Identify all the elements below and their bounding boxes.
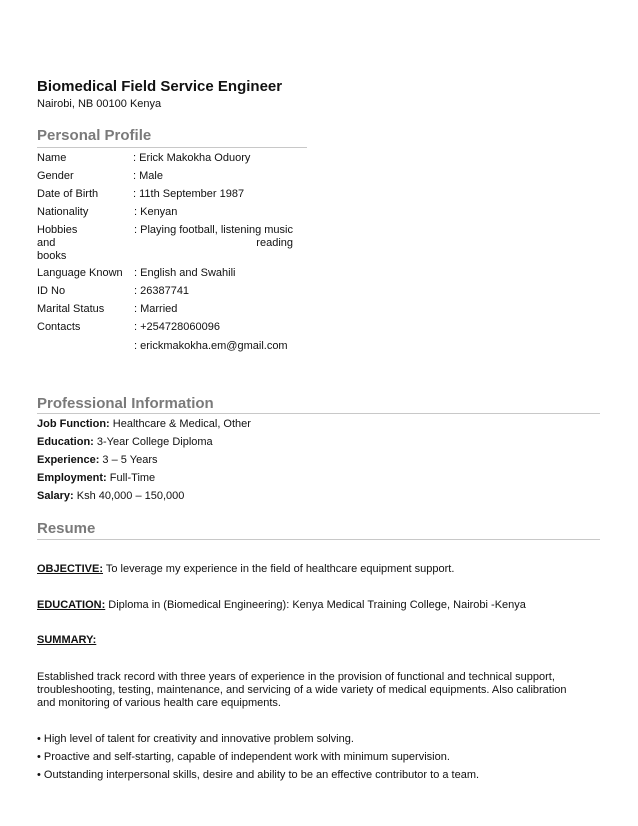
profile-label: Contacts [37,321,81,333]
bullet-item: • High level of talent for creativity and innovative problem solving. [37,733,354,745]
professional-information-heading: Professional Information [37,395,214,412]
item-value: Full-Time [106,472,156,484]
page-title: Biomedical Field Service Engineer [37,78,283,95]
profile-label: Gender [37,170,74,182]
hobbies-continuation-right: reading [256,237,293,249]
personal-profile-heading: Personal Profile [37,127,152,144]
professional-item-education [37,436,213,448]
professional-item-experience [37,454,157,466]
resume-heading: Resume [37,520,96,537]
professional-item-salary [37,490,184,502]
professional-item-job-function [37,418,251,430]
profile-value: : Married [134,303,178,315]
education-text: Diploma in (Biomedical Engineering): Kenya Medical Training College, Nairobi -Kenya [105,599,526,611]
profile-label: Name [37,152,67,164]
item-value: 3 – 5 Years [99,454,158,466]
summary-line [37,634,96,646]
email-value: : erickmakokha.em@gmail.com [134,340,288,352]
profile-row-hobbies [37,224,293,263]
hobbies-continuation-left: and [37,237,56,249]
profile-label: Nationality [37,206,89,218]
item-label: Employment: [37,472,107,484]
objective-text: To leverage my experience in the field of healthcare equipment support. [103,563,455,575]
bullet-item: • Outstanding interpersonal skills, desire and ability to be an effective contributor to a team. [37,769,480,781]
profile-value: : 11th September 1987 [133,188,245,200]
profile-label: ID No [37,285,66,297]
summary-paragraph: Established track record with three years of experience in the provision of functional and technical support, troubleshooting, testing, maintenance, and servicing of a wide variety of medical equipments. Also calibration and monitoring of various health care equipments. [37,671,567,709]
hobbies-continuation-end: books [37,250,67,262]
profile-label: Date of Birth [37,188,99,200]
profile-label: Marital Status [37,303,105,315]
education-line [37,599,526,611]
item-label: Salary: [37,490,74,502]
item-label: Job Function: [37,418,110,430]
profile-label: Hobbies [37,224,78,236]
item-value: 3-Year College Diploma [93,436,213,448]
item-label: Experience: [37,454,100,466]
item-value: Ksh 40,000 – 150,000 [73,490,185,502]
location-text: Nairobi, NB 00100 Kenya [37,98,162,110]
summary-label: SUMMARY: [37,634,97,646]
education-label: EDUCATION: [37,599,106,611]
resume-rule [37,539,600,540]
profile-value: : Erick Makokha Oduory [133,152,251,164]
item-value: Healthcare & Medical, Other [109,418,251,430]
item-label: Education: [37,436,94,448]
profile-value: : 26387741 [134,285,190,297]
professional-information-rule [37,413,600,414]
personal-profile-rule [37,147,307,148]
objective-line [37,563,454,575]
profile-label: Language Known [37,267,123,279]
profile-value: : Playing football, listening music [134,224,293,236]
profile-value: : Kenyan [134,206,178,218]
objective-label: OBJECTIVE: [37,563,104,575]
profile-value: : English and Swahili [134,267,236,279]
profile-value: : +254728060096 [134,321,220,333]
profile-value: : Male [133,170,163,182]
professional-item-employment [37,472,155,484]
bullet-item: • Proactive and self-starting, capable of independent work with minimum supervision. [37,751,450,763]
